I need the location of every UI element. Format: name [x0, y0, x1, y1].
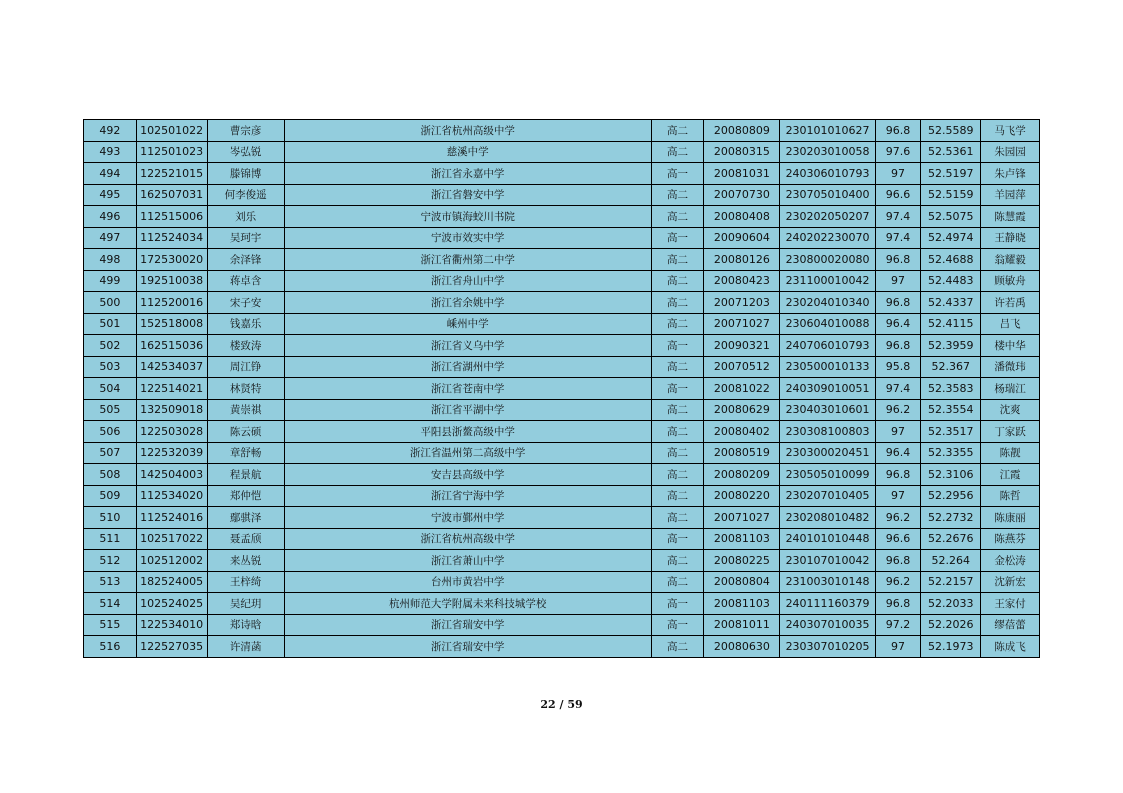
teacher-cell: 马飞学	[981, 120, 1040, 142]
id-cell: 122534010	[136, 614, 207, 636]
name-cell: 程景航	[207, 464, 284, 486]
teacher-cell: 陈慧霞	[981, 206, 1040, 228]
table-row	[84, 227, 1040, 249]
rank-cell: 499	[84, 270, 137, 292]
exam-number-cell: 230202050207	[780, 206, 875, 228]
exam-number-cell: 230705010400	[780, 184, 875, 206]
teacher-cell: 王家付	[981, 593, 1040, 615]
birthdate-cell: 20070512	[704, 356, 780, 378]
birthdate-cell: 20080630	[704, 636, 780, 658]
birthdate-cell: 20081103	[704, 528, 780, 550]
birthdate-cell: 20080402	[704, 421, 780, 443]
id-cell: 102517022	[136, 528, 207, 550]
exam-number-cell: 240706010793	[780, 335, 875, 357]
name-cell: 章舒畅	[207, 442, 284, 464]
table-row	[84, 571, 1040, 593]
name-cell: 刘乐	[207, 206, 284, 228]
birthdate-cell: 20071027	[704, 507, 780, 529]
score-cell: 97	[875, 421, 921, 443]
id-cell: 112534020	[136, 485, 207, 507]
exam-number-cell: 230800020080	[780, 249, 875, 271]
id-cell: 122521015	[136, 163, 207, 185]
birthdate-cell: 20080629	[704, 399, 780, 421]
rank-cell: 513	[84, 571, 137, 593]
teacher-cell: 羊园萍	[981, 184, 1040, 206]
id-cell: 102524025	[136, 593, 207, 615]
school-cell: 浙江省义乌中学	[284, 335, 651, 357]
birthdate-cell: 20080804	[704, 571, 780, 593]
weighted-score-cell: 52.5159	[921, 184, 981, 206]
school-cell: 浙江省衢州第二中学	[284, 249, 651, 271]
birthdate-cell: 20080315	[704, 141, 780, 163]
birthdate-cell: 20080126	[704, 249, 780, 271]
table-row	[84, 335, 1040, 357]
table-row	[84, 485, 1040, 507]
exam-number-cell: 240309010051	[780, 378, 875, 400]
weighted-score-cell: 52.2956	[921, 485, 981, 507]
name-cell: 王梓绮	[207, 571, 284, 593]
name-cell: 钱嘉乐	[207, 313, 284, 335]
weighted-score-cell: 52.2026	[921, 614, 981, 636]
id-cell: 112515006	[136, 206, 207, 228]
grade-cell: 高二	[651, 184, 704, 206]
exam-number-cell: 230403010601	[780, 399, 875, 421]
school-cell: 浙江省杭州高级中学	[284, 120, 651, 142]
name-cell: 曹宗彦	[207, 120, 284, 142]
teacher-cell: 缪蓓蕾	[981, 614, 1040, 636]
table-row	[84, 421, 1040, 443]
grade-cell: 高二	[651, 507, 704, 529]
birthdate-cell: 20080408	[704, 206, 780, 228]
birthdate-cell: 20081031	[704, 163, 780, 185]
school-cell: 浙江省宁海中学	[284, 485, 651, 507]
school-cell: 浙江省永嘉中学	[284, 163, 651, 185]
exam-number-cell: 230307010205	[780, 636, 875, 658]
rank-cell: 496	[84, 206, 137, 228]
teacher-cell: 翁耀毅	[981, 249, 1040, 271]
rank-cell: 509	[84, 485, 137, 507]
table-row	[84, 636, 1040, 658]
score-cell: 96.8	[875, 593, 921, 615]
table-row	[84, 120, 1040, 142]
grade-cell: 高二	[651, 120, 704, 142]
score-cell: 97.6	[875, 141, 921, 163]
school-cell: 浙江省磐安中学	[284, 184, 651, 206]
exam-number-cell: 230101010627	[780, 120, 875, 142]
id-cell: 112524016	[136, 507, 207, 529]
grade-cell: 高二	[651, 313, 704, 335]
rank-cell: 495	[84, 184, 137, 206]
grade-cell: 高二	[651, 292, 704, 314]
id-cell: 102512002	[136, 550, 207, 572]
score-cell: 97.2	[875, 614, 921, 636]
weighted-score-cell: 52.5361	[921, 141, 981, 163]
score-cell: 97.4	[875, 227, 921, 249]
birthdate-cell: 20080220	[704, 485, 780, 507]
birthdate-cell: 20090604	[704, 227, 780, 249]
school-cell: 宁波市镇海蛟川书院	[284, 206, 651, 228]
weighted-score-cell: 52.4115	[921, 313, 981, 335]
weighted-score-cell: 52.264	[921, 550, 981, 572]
name-cell: 何李俊遥	[207, 184, 284, 206]
school-cell: 浙江省杭州高级中学	[284, 528, 651, 550]
birthdate-cell: 20080809	[704, 120, 780, 142]
birthdate-cell: 20090321	[704, 335, 780, 357]
exam-number-cell: 240307010035	[780, 614, 875, 636]
exam-number-cell: 230500010133	[780, 356, 875, 378]
rank-cell: 502	[84, 335, 137, 357]
grade-cell: 高一	[651, 593, 704, 615]
grade-cell: 高二	[651, 636, 704, 658]
school-cell: 浙江省平湖中学	[284, 399, 651, 421]
school-cell: 宁波市鄞州中学	[284, 507, 651, 529]
teacher-cell: 陈靓	[981, 442, 1040, 464]
weighted-score-cell: 52.3106	[921, 464, 981, 486]
weighted-score-cell: 52.3959	[921, 335, 981, 357]
score-cell: 97	[875, 270, 921, 292]
weighted-score-cell: 52.3554	[921, 399, 981, 421]
score-cell: 96.8	[875, 292, 921, 314]
teacher-cell: 楼中华	[981, 335, 1040, 357]
score-cell: 96.8	[875, 335, 921, 357]
birthdate-cell: 20081103	[704, 593, 780, 615]
rank-cell: 512	[84, 550, 137, 572]
school-cell: 浙江省舟山中学	[284, 270, 651, 292]
birthdate-cell: 20071027	[704, 313, 780, 335]
birthdate-cell: 20071203	[704, 292, 780, 314]
name-cell: 滕锦博	[207, 163, 284, 185]
school-cell: 浙江省温州第二高级中学	[284, 442, 651, 464]
grade-cell: 高二	[651, 485, 704, 507]
table-row	[84, 249, 1040, 271]
rank-cell: 494	[84, 163, 137, 185]
teacher-cell: 陈康丽	[981, 507, 1040, 529]
grade-cell: 高二	[651, 442, 704, 464]
score-cell: 96.4	[875, 313, 921, 335]
weighted-score-cell: 52.4337	[921, 292, 981, 314]
id-cell: 102501022	[136, 120, 207, 142]
school-cell: 浙江省萧山中学	[284, 550, 651, 572]
score-cell: 96.6	[875, 528, 921, 550]
grade-cell: 高二	[651, 464, 704, 486]
score-cell: 96.6	[875, 184, 921, 206]
rank-cell: 506	[84, 421, 137, 443]
rank-cell: 514	[84, 593, 137, 615]
birthdate-cell: 20080519	[704, 442, 780, 464]
score-cell: 96.8	[875, 464, 921, 486]
weighted-score-cell: 52.2732	[921, 507, 981, 529]
grade-cell: 高二	[651, 206, 704, 228]
exam-number-cell: 230604010088	[780, 313, 875, 335]
id-cell: 122527035	[136, 636, 207, 658]
weighted-score-cell: 52.5197	[921, 163, 981, 185]
id-cell: 182524005	[136, 571, 207, 593]
score-cell: 97.4	[875, 206, 921, 228]
name-cell: 郑诗晗	[207, 614, 284, 636]
grade-cell: 高二	[651, 571, 704, 593]
grade-cell: 高一	[651, 528, 704, 550]
name-cell: 聂孟颀	[207, 528, 284, 550]
score-cell: 96.2	[875, 399, 921, 421]
exam-number-cell: 230505010099	[780, 464, 875, 486]
score-cell: 95.8	[875, 356, 921, 378]
rank-cell: 505	[84, 399, 137, 421]
table-row	[84, 550, 1040, 572]
table-body	[84, 120, 1040, 658]
exam-number-cell: 230107010042	[780, 550, 875, 572]
rank-cell: 515	[84, 614, 137, 636]
exam-number-cell: 240202230070	[780, 227, 875, 249]
weighted-score-cell: 52.5589	[921, 120, 981, 142]
teacher-cell: 江霞	[981, 464, 1040, 486]
exam-number-cell: 240111160379	[780, 593, 875, 615]
birthdate-cell: 20070730	[704, 184, 780, 206]
table-row	[84, 614, 1040, 636]
weighted-score-cell: 52.4688	[921, 249, 981, 271]
teacher-cell: 吕飞	[981, 313, 1040, 335]
page-number: 22 / 59	[540, 698, 583, 711]
table-row	[84, 141, 1040, 163]
table-row	[84, 313, 1040, 335]
name-cell: 鄢骐泽	[207, 507, 284, 529]
table-row	[84, 442, 1040, 464]
weighted-score-cell: 52.3517	[921, 421, 981, 443]
grade-cell: 高二	[651, 550, 704, 572]
name-cell: 吴纪玥	[207, 593, 284, 615]
name-cell: 来丛锐	[207, 550, 284, 572]
table-row	[84, 206, 1040, 228]
name-cell: 郑仲恺	[207, 485, 284, 507]
weighted-score-cell: 52.367	[921, 356, 981, 378]
table-row	[84, 163, 1040, 185]
rank-cell: 508	[84, 464, 137, 486]
exam-number-cell: 231003010148	[780, 571, 875, 593]
rank-cell: 497	[84, 227, 137, 249]
table-row	[84, 378, 1040, 400]
table-row	[84, 593, 1040, 615]
table-row	[84, 292, 1040, 314]
exam-number-cell: 230208010482	[780, 507, 875, 529]
grade-cell: 高二	[651, 141, 704, 163]
rank-cell: 511	[84, 528, 137, 550]
exam-number-cell: 230203010058	[780, 141, 875, 163]
name-cell: 许清菡	[207, 636, 284, 658]
teacher-cell: 陈成飞	[981, 636, 1040, 658]
teacher-cell: 朱园园	[981, 141, 1040, 163]
name-cell: 陈云硕	[207, 421, 284, 443]
birthdate-cell: 20081011	[704, 614, 780, 636]
score-cell: 97.4	[875, 378, 921, 400]
id-cell: 162507031	[136, 184, 207, 206]
results-table	[83, 119, 1040, 658]
name-cell: 林贤特	[207, 378, 284, 400]
table-row	[84, 184, 1040, 206]
school-cell: 慈溪中学	[284, 141, 651, 163]
teacher-cell: 陈燕芬	[981, 528, 1040, 550]
id-cell: 172530020	[136, 249, 207, 271]
exam-number-cell: 230300020451	[780, 442, 875, 464]
rank-cell: 504	[84, 378, 137, 400]
grade-cell: 高二	[651, 421, 704, 443]
score-cell: 96.8	[875, 550, 921, 572]
teacher-cell: 潘微玮	[981, 356, 1040, 378]
id-cell: 122514021	[136, 378, 207, 400]
teacher-cell: 丁家跃	[981, 421, 1040, 443]
exam-number-cell: 230207010405	[780, 485, 875, 507]
exam-number-cell: 240306010793	[780, 163, 875, 185]
grade-cell: 高二	[651, 270, 704, 292]
table-row	[84, 464, 1040, 486]
school-cell: 台州市黄岩中学	[284, 571, 651, 593]
rank-cell: 492	[84, 120, 137, 142]
teacher-cell: 杨瑞江	[981, 378, 1040, 400]
name-cell: 余泽锋	[207, 249, 284, 271]
exam-number-cell: 231100010042	[780, 270, 875, 292]
id-cell: 142534037	[136, 356, 207, 378]
id-cell: 192510038	[136, 270, 207, 292]
birthdate-cell: 20080423	[704, 270, 780, 292]
grade-cell: 高一	[651, 227, 704, 249]
score-cell: 96.4	[875, 442, 921, 464]
id-cell: 152518008	[136, 313, 207, 335]
exam-number-cell: 230204010340	[780, 292, 875, 314]
birthdate-cell: 20080209	[704, 464, 780, 486]
rank-cell: 493	[84, 141, 137, 163]
id-cell: 142504003	[136, 464, 207, 486]
table-row	[84, 507, 1040, 529]
weighted-score-cell: 52.5075	[921, 206, 981, 228]
teacher-cell: 陈哲	[981, 485, 1040, 507]
score-cell: 96.2	[875, 507, 921, 529]
teacher-cell: 金松涛	[981, 550, 1040, 572]
exam-number-cell: 230308100803	[780, 421, 875, 443]
school-cell: 嵊州中学	[284, 313, 651, 335]
teacher-cell: 朱卢锋	[981, 163, 1040, 185]
rank-cell: 516	[84, 636, 137, 658]
score-cell: 97	[875, 163, 921, 185]
school-cell: 浙江省苍南中学	[284, 378, 651, 400]
teacher-cell: 沈爽	[981, 399, 1040, 421]
table-row	[84, 270, 1040, 292]
teacher-cell: 王静晓	[981, 227, 1040, 249]
id-cell: 122532039	[136, 442, 207, 464]
weighted-score-cell: 52.1973	[921, 636, 981, 658]
id-cell: 132509018	[136, 399, 207, 421]
score-cell: 96.8	[875, 249, 921, 271]
weighted-score-cell: 52.2676	[921, 528, 981, 550]
rank-cell: 507	[84, 442, 137, 464]
grade-cell: 高一	[651, 163, 704, 185]
score-cell: 96.8	[875, 120, 921, 142]
rank-cell: 498	[84, 249, 137, 271]
score-cell: 96.2	[875, 571, 921, 593]
grade-cell: 高二	[651, 399, 704, 421]
exam-number-cell: 240101010448	[780, 528, 875, 550]
teacher-cell: 沈新宏	[981, 571, 1040, 593]
school-cell: 杭州师范大学附属未来科技城学校	[284, 593, 651, 615]
weighted-score-cell: 52.2033	[921, 593, 981, 615]
name-cell: 周江铮	[207, 356, 284, 378]
teacher-cell: 许若禹	[981, 292, 1040, 314]
id-cell: 122503028	[136, 421, 207, 443]
school-cell: 宁波市效实中学	[284, 227, 651, 249]
name-cell: 吴珂宇	[207, 227, 284, 249]
name-cell: 楼致涛	[207, 335, 284, 357]
rank-cell: 510	[84, 507, 137, 529]
birthdate-cell: 20081022	[704, 378, 780, 400]
grade-cell: 高二	[651, 356, 704, 378]
school-cell: 平阳县浙鳌高级中学	[284, 421, 651, 443]
weighted-score-cell: 52.3583	[921, 378, 981, 400]
birthdate-cell: 20080225	[704, 550, 780, 572]
school-cell: 安吉县高级中学	[284, 464, 651, 486]
score-cell: 97	[875, 485, 921, 507]
grade-cell: 高一	[651, 378, 704, 400]
id-cell: 112520016	[136, 292, 207, 314]
name-cell: 岑弘锐	[207, 141, 284, 163]
rank-cell: 503	[84, 356, 137, 378]
name-cell: 蒋卓含	[207, 270, 284, 292]
weighted-score-cell: 52.4974	[921, 227, 981, 249]
id-cell: 112524034	[136, 227, 207, 249]
grade-cell: 高一	[651, 335, 704, 357]
name-cell: 黄崇祺	[207, 399, 284, 421]
weighted-score-cell: 52.3355	[921, 442, 981, 464]
weighted-score-cell: 52.4483	[921, 270, 981, 292]
teacher-cell: 顾敏舟	[981, 270, 1040, 292]
grade-cell: 高一	[651, 614, 704, 636]
rank-cell: 501	[84, 313, 137, 335]
school-cell: 浙江省瑞安中学	[284, 636, 651, 658]
table-row	[84, 356, 1040, 378]
id-cell: 112501023	[136, 141, 207, 163]
grade-cell: 高二	[651, 249, 704, 271]
school-cell: 浙江省余姚中学	[284, 292, 651, 314]
id-cell: 162515036	[136, 335, 207, 357]
table-row	[84, 528, 1040, 550]
score-cell: 97	[875, 636, 921, 658]
name-cell: 宋子安	[207, 292, 284, 314]
weighted-score-cell: 52.2157	[921, 571, 981, 593]
school-cell: 浙江省瑞安中学	[284, 614, 651, 636]
school-cell: 浙江省湖州中学	[284, 356, 651, 378]
rank-cell: 500	[84, 292, 137, 314]
table-row	[84, 399, 1040, 421]
